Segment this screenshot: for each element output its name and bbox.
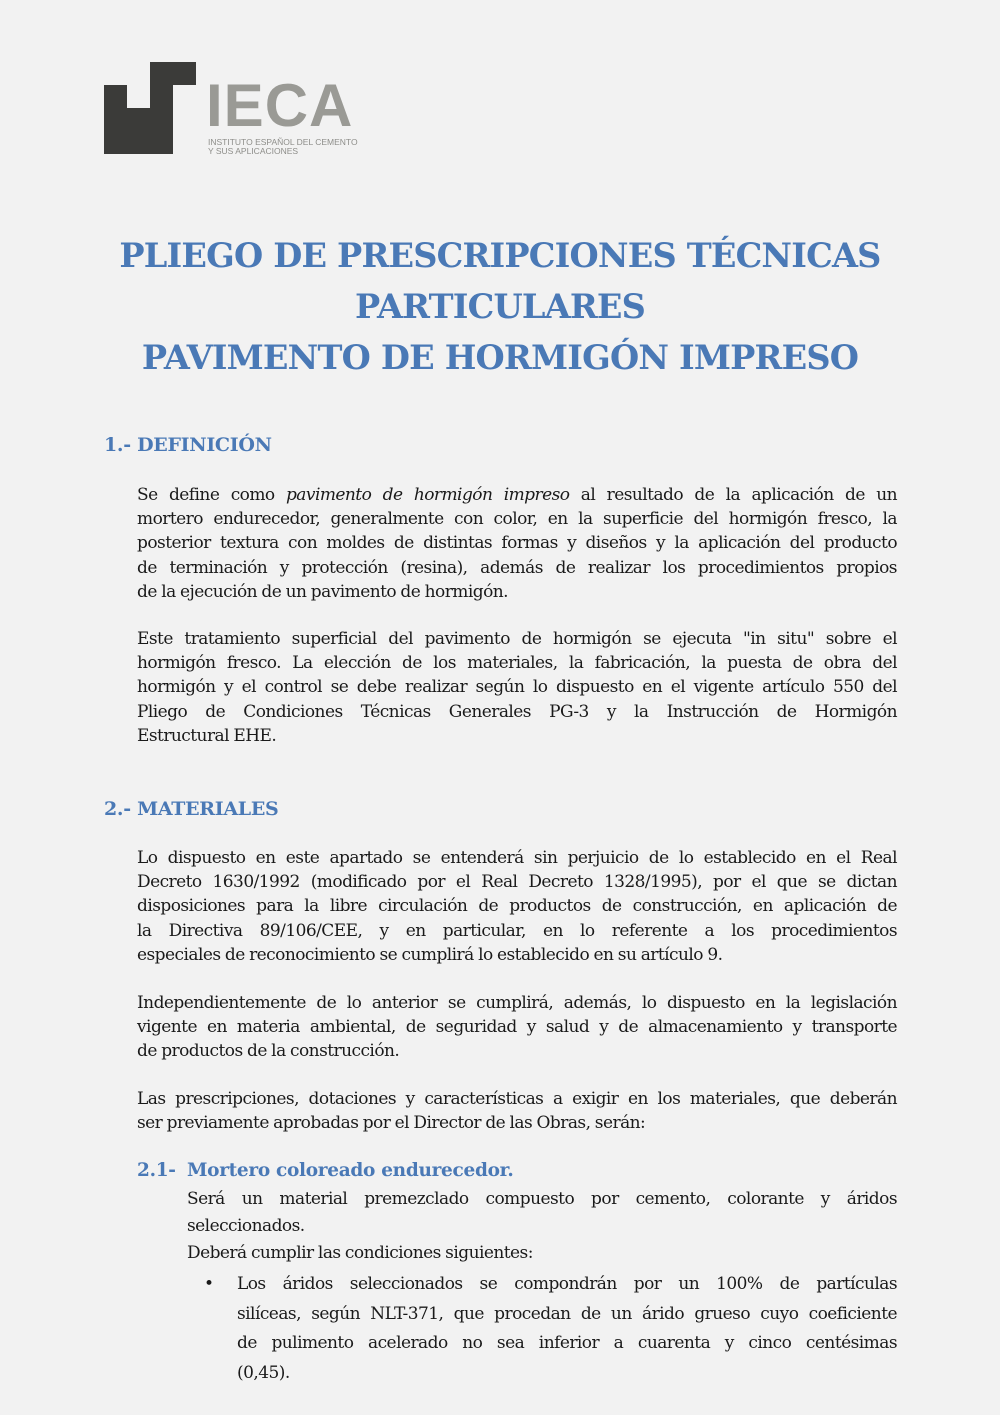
title-line: PAVIMENTO DE HORMIGÓN IMPRESO bbox=[141, 338, 859, 377]
section-heading-definicion: 1.- DEFINICIÓN bbox=[104, 434, 272, 456]
text-line: seleccionados. bbox=[187, 1216, 305, 1236]
logo-wordmark: IECA bbox=[206, 72, 354, 139]
list-item bbox=[237, 1270, 897, 1388]
text-line: Los áridos seleccionados se compondrán por un 100% de partículas bbox=[237, 1274, 897, 1294]
title-line: PLIEGO DE PRESCRIPCIONES TÉCNICAS bbox=[119, 236, 881, 275]
section-heading-materiales: 2.- MATERIALES bbox=[104, 798, 279, 820]
text-line: silíceas, según NLT-371, que procedan de un árido grueso cuyo coeficiente bbox=[237, 1303, 897, 1324]
text-line: de pulimento acelerado no sea inferior a cuarenta y cinco centésimas bbox=[237, 1333, 897, 1353]
text-line: de la ejecución de un pavimento de hormigón. bbox=[137, 581, 509, 602]
paragraph-materiales-1 bbox=[137, 846, 897, 967]
paragraph-definicion-1 bbox=[137, 483, 897, 604]
text-line: vigente en materia ambiental, de seguridad y salud y de almacenamiento y transporte bbox=[137, 1017, 897, 1038]
italic-term: pavimento de hormigón impreso bbox=[285, 485, 570, 505]
text-run: Se define como bbox=[137, 485, 286, 505]
text-line: Independientemente de lo anterior se cumplirá, además, lo dispuesto en la legislación bbox=[137, 993, 897, 1013]
text-line: Decreto 1630/1992 (modificado por el Real Decreto 1328/1995), por el que se dictan bbox=[137, 872, 897, 893]
text-line: (0,45). bbox=[237, 1362, 290, 1383]
text-line: Lo dispuesto en este apartado se entenderá sin perjuicio de lo establecido en el Real bbox=[137, 848, 897, 868]
text-line: disposiciones para la libre circulación de productos de construcción, en aplicación de bbox=[137, 896, 897, 917]
text-line: Este tratamiento superficial del pavimento de hormigón se ejecuta "in situ" sobre el bbox=[137, 629, 897, 649]
subsection-title: Mortero coloreado endurecedor. bbox=[187, 1160, 514, 1181]
ieca-logo bbox=[104, 62, 374, 162]
text-line: Pliego de Condiciones Técnicas Generales PG-3 y la Instrucción de Hormigón bbox=[137, 701, 897, 722]
text-line: hormigón fresco. La elección de los materiales, la fabricación, la puesta de obra del bbox=[137, 653, 897, 674]
document-title bbox=[0, 230, 1000, 383]
logo-subtitle bbox=[208, 138, 358, 156]
text-line: Estructural EHE. bbox=[137, 725, 277, 746]
subsection-number: 2.1- bbox=[137, 1160, 176, 1181]
text-line: Será un material premezclado compuesto por cemento, colorante y áridos bbox=[187, 1189, 897, 1209]
text-line: Deberá cumplir las condiciones siguientes: bbox=[187, 1243, 533, 1263]
logo-subtitle-line: INSTITUTO ESPAÑOL DEL CEMENTO bbox=[208, 137, 358, 147]
ieca-logo-mark-icon bbox=[104, 62, 196, 154]
text-line: mortero endurecedor, generalmente con color, en la superficie del hormigón fresco, la bbox=[137, 509, 897, 530]
text-line: de terminación y protección (resina), además de realizar los procedimientos propios bbox=[137, 557, 897, 578]
paragraph-materiales-2 bbox=[137, 991, 897, 1064]
text-line: la Directiva 89/106/CEE, y en particular, en lo referente a los procedimientos bbox=[137, 920, 897, 941]
text-line: ser previamente aprobadas por el Director de las Obras, serán: bbox=[137, 1113, 646, 1134]
title-line: PARTICULARES bbox=[355, 287, 645, 326]
text-line: de productos de la construcción. bbox=[137, 1041, 400, 1062]
bullet-icon: • bbox=[204, 1274, 215, 1294]
text-line bbox=[137, 483, 897, 507]
text-line: posterior textura con moldes de distintas formas y diseños y la aplicación del producto bbox=[137, 533, 897, 554]
text-run: al resultado de la aplicación de un bbox=[569, 485, 897, 505]
subsection-body-2-1 bbox=[187, 1186, 897, 1267]
paragraph-definicion-2 bbox=[137, 627, 897, 748]
logo-subtitle-line: Y SUS APLICACIONES bbox=[208, 146, 299, 156]
text-line: Las prescripciones, dotaciones y características a exigir en los materiales, que deberán bbox=[137, 1089, 897, 1109]
subsection-heading-2-1 bbox=[137, 1159, 514, 1183]
paragraph-materiales-3 bbox=[137, 1087, 897, 1135]
text-line: especiales de reconocimiento se cumplirá lo establecido en su artículo 9. bbox=[137, 944, 723, 965]
text-line: hormigón y el control se debe realizar según lo dispuesto en el vigente artículo 550 del bbox=[137, 677, 897, 698]
